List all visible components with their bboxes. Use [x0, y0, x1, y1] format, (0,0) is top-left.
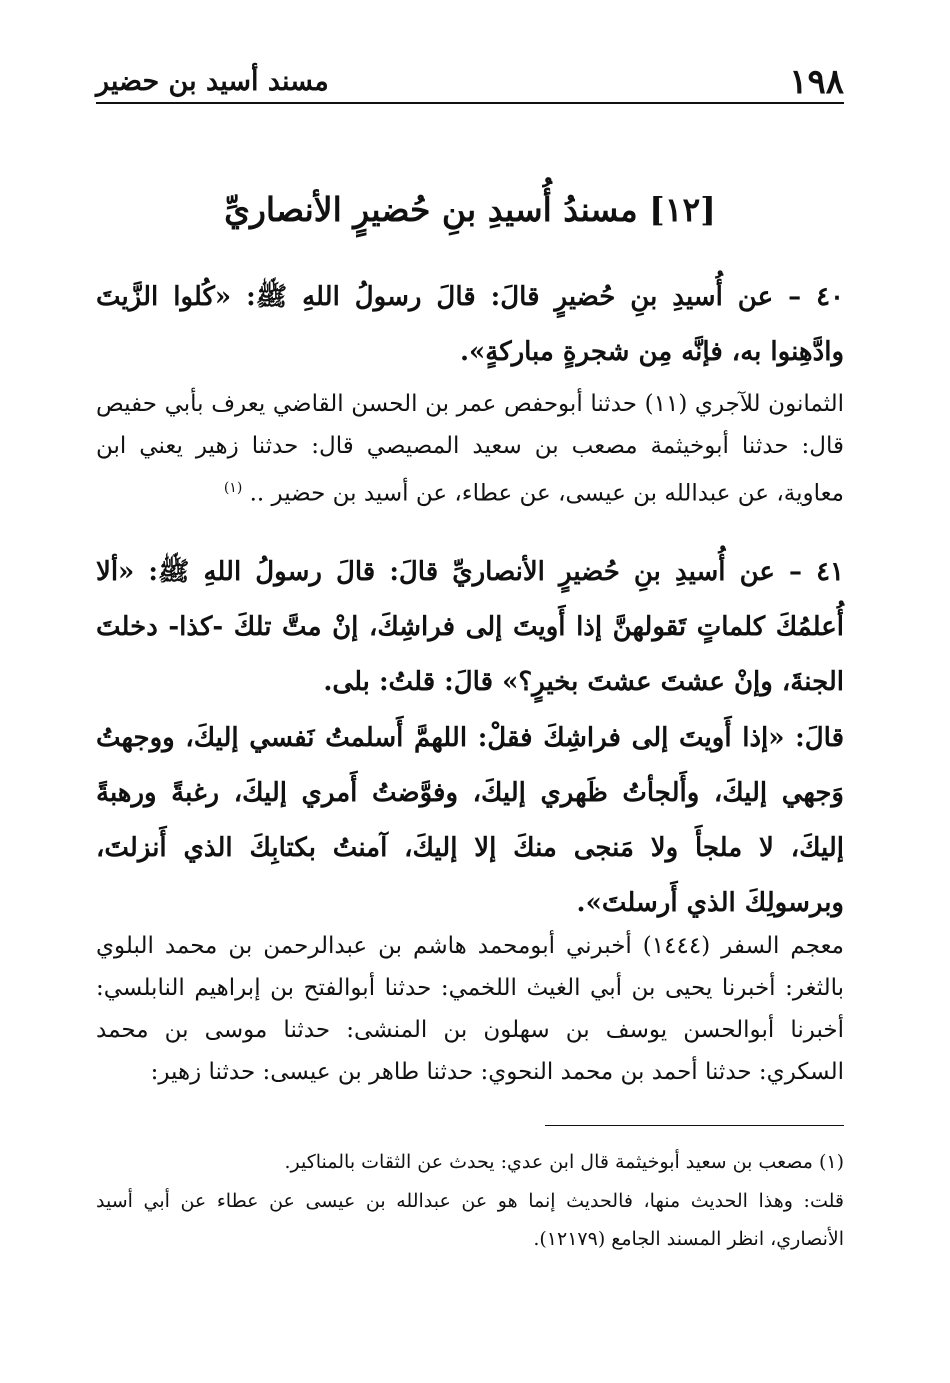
source-2 — [96, 925, 844, 1093]
source-1-text: الثمانون للآجري (١١) حدثنا أبوحفص عمر بن الحسن القاضي يعرف بأبي حفيص قال: حدثنا أبوخيثمة مصعب بن سعيد المصيصي قال: حدثنا زهير يعني ابن معاوية، عن عبدالله بن عيسى، عن عطاء، عن أسيد بن حضير .. — [96, 391, 845, 507]
source-2-text: معجم السفر (١٤٤٤) أخبرني أبومحمد هاشم بن عبدالرحمن بن محمد البلوي بالثغر: أخبرنا يحيى بن أبي الغيث اللخمي: حدثنا أبوالفتح بن إبراهيم النابلسي: أخبرنا أبوالحسن يوسف بن سهلون بن المنشى: حدثنا موسى بن محمد السكري: حدثنا أحمد بن محمد النحوي: حدثنا طاهر بن عيسى: حدثنا زهير: — [96, 933, 844, 1085]
page-header — [96, 56, 844, 104]
header-divider — [96, 102, 844, 104]
hadith-41-text: ٤١ – عن أُسيدِ بنِ حُضيرٍ الأنصاريِّ قالَ: قالَ رسولُ اللهِ ﷺ: «ألا أُعلمُكَ كلماتٍ تَقولهنَّ إذا أَويتَ إلى فراشِكَ، إنْ متَّ تلكَ -كذا- دخلتَ الجنةَ، وإنْ عشتَ عشتَ بخيرٍ؟» قالَ: قلتُ: بلى. — [96, 557, 844, 697]
hadith-41-continuation-text: قالَ: «إذا أَويتَ إلى فراشِكَ فقلْ: اللهمَّ أَسلمتُ نَفسي إليكَ، ووجهتُ وَجهي إليكَ، وأَلجأتُ ظَهري إليكَ، وفوَّضتُ أَمري إليكَ، رغبةً ورهبةً إليكَ، لا ملجأَ ولا مَنجى منكَ إلا إليكَ، آمنتُ بكتابِكَ الذي أَنزلتَ، وبرسولِكَ الذي أَرسلتَ». — [96, 723, 844, 918]
section-title: [١٢] مسندُ أُسيدِ بنِ حُضيرٍ الأنصاريِّ — [224, 190, 716, 229]
hadith-41-continuation — [96, 711, 844, 931]
source-1 — [96, 383, 844, 515]
hadith-40 — [96, 270, 844, 380]
footnote-1: (١) مصعب بن سعيد أبوخيثمة قال ابن عدي: يحدث عن الثقات بالمناكير. — [284, 1151, 844, 1173]
footnote-reference[interactable]: (١) — [223, 480, 243, 496]
footnote-divider — [545, 1125, 844, 1126]
footnote-1-continuation: قلت: وهذا الحديث منها، فالحديث إنما هو عن عبدالله بن عيسى عن عطاء عن أبي أسيد الأنصاري، انظر المسند الجامع (١٢١٧٩). — [96, 1190, 844, 1250]
running-title: مسند أسيد بن حضير — [96, 66, 329, 97]
hadith-40-text: ٤٠ – عن أُسيدِ بنِ حُضيرٍ قالَ: قالَ رسولُ اللهِ ﷺ: «كُلوا الزَّيتَ وادَّهِنوا به، فإنَّه مِن شجرةٍ مباركةٍ». — [96, 282, 844, 367]
hadith-41 — [96, 545, 844, 710]
page-number: ١٩٨ — [789, 62, 844, 102]
